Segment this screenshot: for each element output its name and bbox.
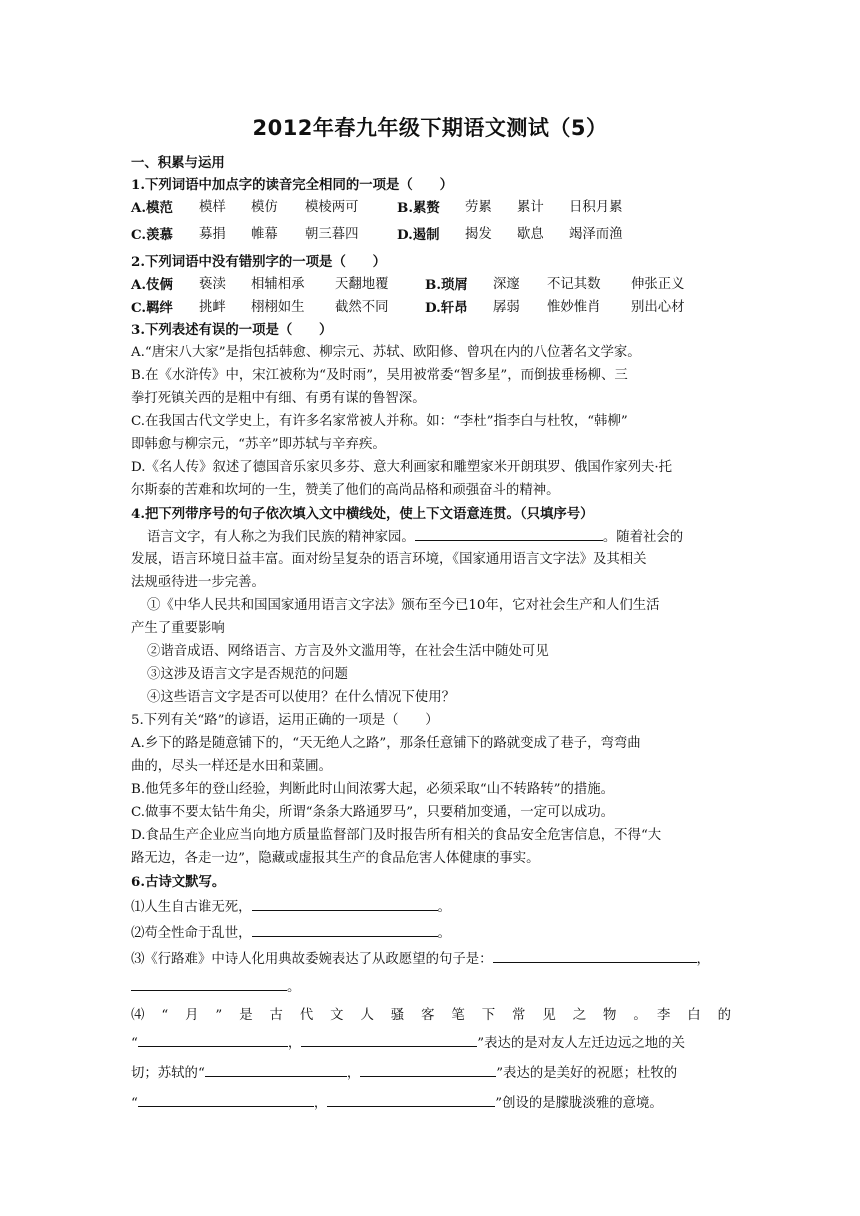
option-label: A.伎俩 <box>131 277 173 293</box>
answer-blank[interactable] <box>493 948 697 963</box>
question-3-option-d: D.《名人传》叙述了德国音乐家贝多芬、意大利画家和雕塑家米开朗琪罗、俄国作家列夫·托 <box>131 460 673 475</box>
option-label: B.琐屑 <box>425 277 468 293</box>
option-word: 栩栩如生 <box>251 300 305 315</box>
answer-blank[interactable] <box>131 976 287 991</box>
question-4-passage-line-2: 发展，语言环境日益丰富。面对纷呈复杂的语言环境，《国家通用语言文字法》及其相关 <box>131 552 647 567</box>
question-3-option-d-cont: 尔斯泰的苦难和坎坷的一生，赞美了他们的高尚品格和顽强奋斗的精神。 <box>131 483 560 498</box>
recitation-prompt: ⑴人生自古谁无死， <box>131 900 252 915</box>
question-3-option-a: A.“唐宋八大家”是指包括韩愈、柳宗元、苏轼、欧阳修、曾巩在内的八位著名文学家。 <box>131 345 641 360</box>
question-2-options-row-1 <box>131 274 685 297</box>
question-2-options-row-2 <box>131 297 685 320</box>
answer-blank[interactable] <box>252 896 438 911</box>
punctuation: ， <box>346 1066 361 1081</box>
question-4-passage-line-1 <box>147 526 683 549</box>
option-word: 亵渎 <box>199 277 226 292</box>
option-word: 募捐 <box>199 227 226 242</box>
recitation-prompt: ”表达的是对友人左迁边远之地的关 <box>477 1036 685 1051</box>
recitation-prompt: ”创设的是朦胧淡雅的意境。 <box>495 1096 663 1111</box>
option-label: A.模范 <box>131 200 173 216</box>
answer-blank[interactable] <box>415 526 603 541</box>
answer-blank[interactable] <box>138 1032 288 1047</box>
option-word: 挑衅 <box>199 300 226 315</box>
option-word: 孱弱 <box>493 300 520 315</box>
recitation-prompt: ⑷ “ 月 ” 是 古 代 文 人 骚 客 笔 下 常 见 之 物 。 李 白 的 <box>131 1008 731 1023</box>
question-6-stem: 6.古诗文默写。 <box>131 874 226 890</box>
option-label: B.累赘 <box>397 200 440 216</box>
recitation-line-1 <box>131 896 451 919</box>
question-5-option-d-cont: 路无边，各走一边”，隐藏或虚报其生产的食品危害人体健康的事实。 <box>131 851 540 866</box>
option-word: 相辅相承 <box>251 277 305 292</box>
option-word: 深邃 <box>493 277 520 292</box>
question-4-sentence-1-cont: 产生了重要影响 <box>131 621 225 636</box>
recitation-prompt: ⑶《行路难》中诗人化用典故委婉表达了从政愿望的句子是： <box>131 952 493 967</box>
option-word: 帷幕 <box>251 227 278 242</box>
punctuation: ， <box>287 1036 302 1051</box>
punctuation: “ <box>131 1096 138 1111</box>
option-word: 累计 <box>517 200 544 215</box>
option-label: D.遏制 <box>397 227 440 243</box>
option-word: 天翻地覆 <box>335 277 389 292</box>
punctuation: ， <box>313 1096 328 1111</box>
passage-text: 语言文字，有人称之为我们民族的精神家园。 <box>147 530 415 545</box>
punctuation: ， <box>696 952 710 967</box>
option-word: 日积月累 <box>569 200 623 215</box>
recitation-line-4-c <box>131 1062 677 1085</box>
answer-blank[interactable] <box>252 922 438 937</box>
page-title: 2012年春九年级下期语文测试（5） <box>252 116 608 140</box>
question-5-option-b: B.他凭多年的登山经验，判断此时山间浓雾大起，必须采取“山不转路转”的措施。 <box>131 782 615 797</box>
answer-blank[interactable] <box>327 1092 495 1107</box>
question-3-option-b-cont: 拳打死镇关西的是粗中有细、有勇有谋的鲁智深。 <box>131 391 426 406</box>
option-label: C.羡慕 <box>131 227 173 243</box>
recitation-line-3-cont <box>131 976 300 999</box>
passage-text: 。随着社会的 <box>602 530 684 545</box>
option-word: 朝三暮四 <box>305 227 359 242</box>
option-word: 歇息 <box>517 227 544 242</box>
recitation-line-4-d <box>131 1092 663 1115</box>
answer-blank[interactable] <box>205 1062 347 1077</box>
question-4-stem: 4.把下列带序号的句子依次填入文中横线处，使上下文语意连贯。（只填序号） <box>131 506 594 522</box>
option-word: 不记其数 <box>547 277 601 292</box>
option-word: 惟妙惟肖 <box>547 300 601 315</box>
question-1-options-row-2 <box>131 224 623 247</box>
option-word: 揭发 <box>465 227 492 242</box>
answer-blank[interactable] <box>138 1092 314 1107</box>
option-word: 竭泽而渔 <box>569 227 623 242</box>
question-5-option-d: D.食品生产企业应当向地方质量监督部门及时报告所有相关的食品安全危害信息，不得“大 <box>131 828 662 843</box>
option-word: 模棱两可 <box>305 200 359 215</box>
option-label: D.轩昂 <box>425 300 468 316</box>
punctuation: 。 <box>287 980 301 995</box>
question-5-option-a-cont: 曲的，尽头一样还是水田和菜圃。 <box>131 759 332 774</box>
question-4-sentence-3: ③这涉及语言文字是否规范的问题 <box>147 667 348 682</box>
answer-blank[interactable] <box>360 1062 496 1077</box>
question-4-sentence-2: ②谐音成语、网络语言、方言及外文滥用等，在社会生活中随处可见 <box>147 644 549 659</box>
recitation-line-4 <box>131 1005 731 1027</box>
question-1-stem: 1.下列词语中加点字的读音完全相同的一项是（ ） <box>131 177 453 193</box>
question-5-option-a: A.乡下的路是随意铺下的，“天无绝人之路”，那条任意铺下的路就变成了巷子，弯弯曲 <box>131 736 641 751</box>
question-4-sentence-1: ①《中华人民共和国国家通用语言文字法》颁布至今已10年，它对社会生产和人们生活 <box>147 598 660 613</box>
punctuation: 。 <box>437 900 451 915</box>
question-3-stem: 3.下列表述有误的一项是（ ） <box>131 322 333 338</box>
question-4-passage-line-3: 法规亟待进一步完善。 <box>131 575 265 590</box>
punctuation: 。 <box>437 926 451 941</box>
question-3-option-c: C.在我国古代文学史上，有许多名家常被人并称。如：“李杜”指李白与杜牧，“韩柳” <box>131 414 628 429</box>
question-3-option-c-cont: 即韩愈与柳宗元，“苏辛”即苏轼与辛弃疾。 <box>131 437 386 452</box>
option-word: 模样 <box>199 200 226 215</box>
option-word: 截然不同 <box>335 300 389 315</box>
question-4-sentence-4: ④这些语言文字是否可以使用？在什么情况下使用？ <box>147 690 455 705</box>
question-5-stem: 5.下列有关“路”的谚语，运用正确的一项是（ ） <box>131 713 439 728</box>
question-3-option-b: B.在《水浒传》中，宋江被称为“及时雨”，吴用被常委“智多星”，而倒拔垂杨柳、三 <box>131 368 628 383</box>
recitation-prompt: 切；苏轼的“ <box>131 1066 205 1081</box>
punctuation: “ <box>131 1036 138 1051</box>
option-word: 劳累 <box>465 200 492 215</box>
question-5-option-c: C.做事不要太钻牛角尖，所谓“条条大路通罗马”，只要稍加变通，一定可以成功。 <box>131 805 614 820</box>
question-1-options-row-1 <box>131 197 623 220</box>
recitation-line-3 <box>131 948 710 971</box>
recitation-line-4-b <box>131 1032 685 1055</box>
recitation-line-2 <box>131 922 451 945</box>
answer-blank[interactable] <box>301 1032 477 1047</box>
option-label: C.羁绊 <box>131 300 173 316</box>
option-word: 模仿 <box>251 200 278 215</box>
section-heading: 一、积累与运用 <box>131 155 225 171</box>
recitation-prompt: ”表达的是美好的祝愿；杜牧的 <box>496 1066 678 1081</box>
recitation-prompt: ⑵苟全性命于乱世， <box>131 926 252 941</box>
option-word: 别出心材 <box>631 300 685 315</box>
option-word: 伸张正义 <box>631 277 685 292</box>
question-2-stem: 2.下列词语中没有错别字的一项是（ ） <box>131 254 387 270</box>
